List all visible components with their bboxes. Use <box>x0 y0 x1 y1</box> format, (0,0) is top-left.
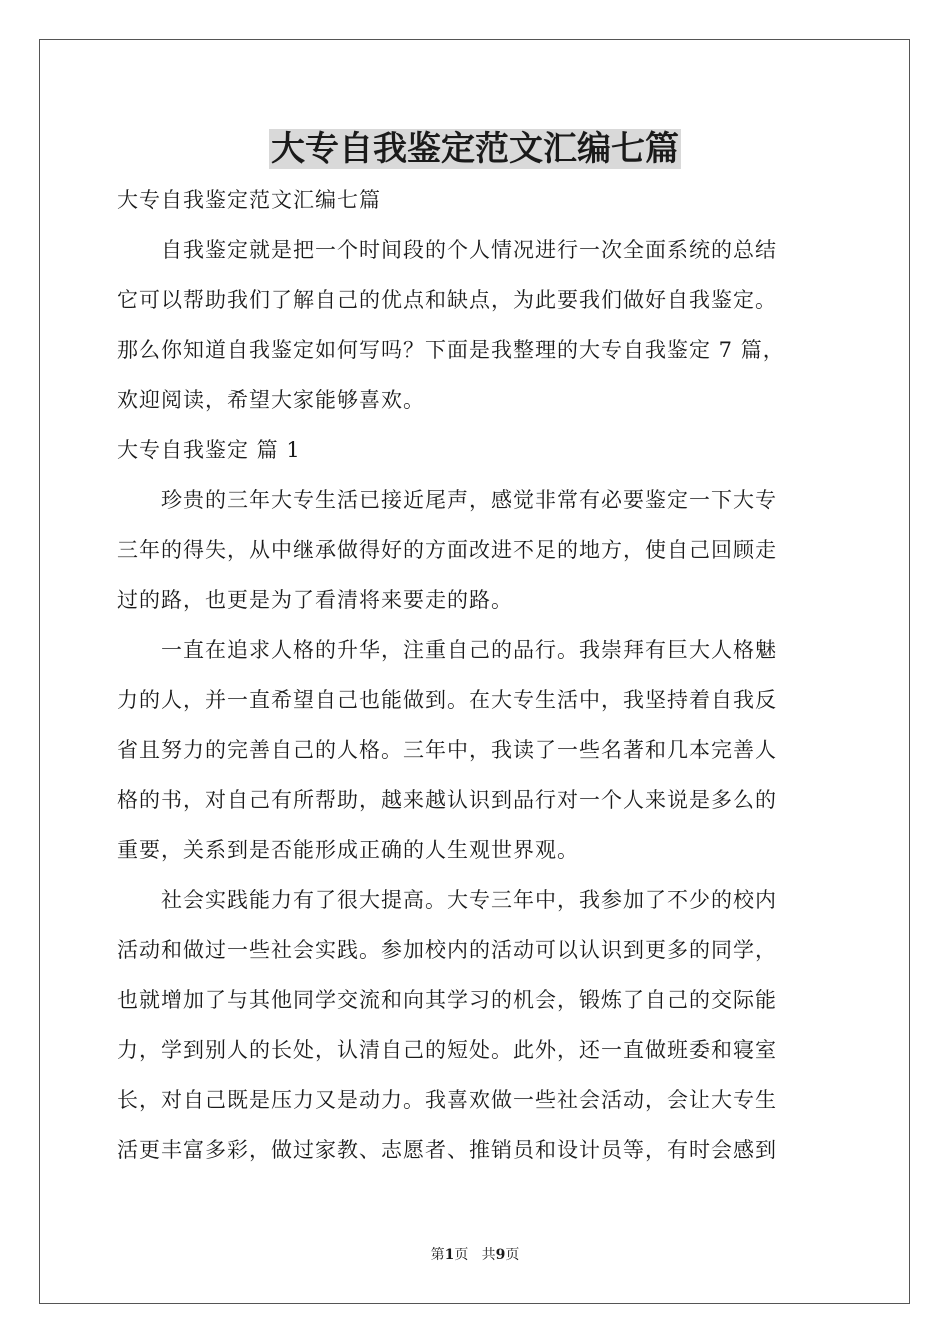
text-line: 格的书，对自己有所帮助，越来越认识到品行对一个人来说是多么的 <box>117 788 777 812</box>
text-line: 大专自我鉴定范文汇编七篇 <box>117 188 381 212</box>
text-line: 自我鉴定就是把一个时间段的个人情况进行一次全面系统的总结 <box>161 238 777 262</box>
text-line: 三年的得失，从中继承做得好的方面改进不足的地方，使自己回顾走 <box>117 538 777 562</box>
total-pages: 9 <box>495 1247 506 1263</box>
page-prefix: 第 <box>430 1247 445 1263</box>
text-line: 力，学到别人的长处，认清自己的短处。此外，还一直做班委和寝室 <box>117 1038 777 1062</box>
document-title-text: 大专自我鉴定范文汇编七篇 <box>271 129 679 169</box>
text-line: 力的人，并一直希望自己也能做到。在大专生活中，我坚持着自我反 <box>117 688 777 712</box>
text-line: 长，对自己既是压力又是动力。我喜欢做一些社会活动，会让大专生 <box>117 1088 777 1112</box>
document-body <box>117 175 833 1175</box>
total-prefix: 共 <box>481 1247 496 1263</box>
text-line: 它可以帮助我们了解自己的优点和缺点，为此要我们做好自我鉴定。 <box>117 288 777 312</box>
text-line: 过的路，也更是为了看清将来要走的路。 <box>117 588 513 612</box>
page-current: 1 <box>444 1247 455 1263</box>
text-line: 活更丰富多彩，做过家教、志愿者、推销员和设计员等，有时会感到 <box>117 1138 777 1162</box>
page-suffix: 页 <box>454 1247 469 1263</box>
text-line: 珍贵的三年大专生活已接近尾声，感觉非常有必要鉴定一下大专 <box>161 488 777 512</box>
text-line: 活动和做过一些社会实践。参加校内的活动可以认识到更多的同学， <box>117 938 777 962</box>
text-line: 大专自我鉴定 篇 1 <box>117 438 301 462</box>
text-line: 也就增加了与其他同学交流和向其学习的机会，锻炼了自己的交际能 <box>117 988 777 1012</box>
text-line: 那么你知道自我鉴定如何写吗？下面是我整理的大专自我鉴定 7 篇， <box>117 338 785 362</box>
text-line: 社会实践能力有了很大提高。大专三年中，我参加了不少的校内 <box>161 888 777 912</box>
page-footer <box>0 1245 950 1265</box>
text-line: 省且努力的完善自己的人格。三年中，我读了一些名著和几本完善人 <box>117 738 777 762</box>
text-line: 一直在追求人格的升华，注重自己的品行。我崇拜有巨大人格魅 <box>161 638 777 662</box>
text-line: 欢迎阅读，希望大家能够喜欢。 <box>117 388 425 412</box>
text-line: 重要，关系到是否能形成正确的人生观世界观。 <box>117 838 579 862</box>
total-suffix: 页 <box>505 1247 520 1263</box>
document-title <box>0 126 950 172</box>
